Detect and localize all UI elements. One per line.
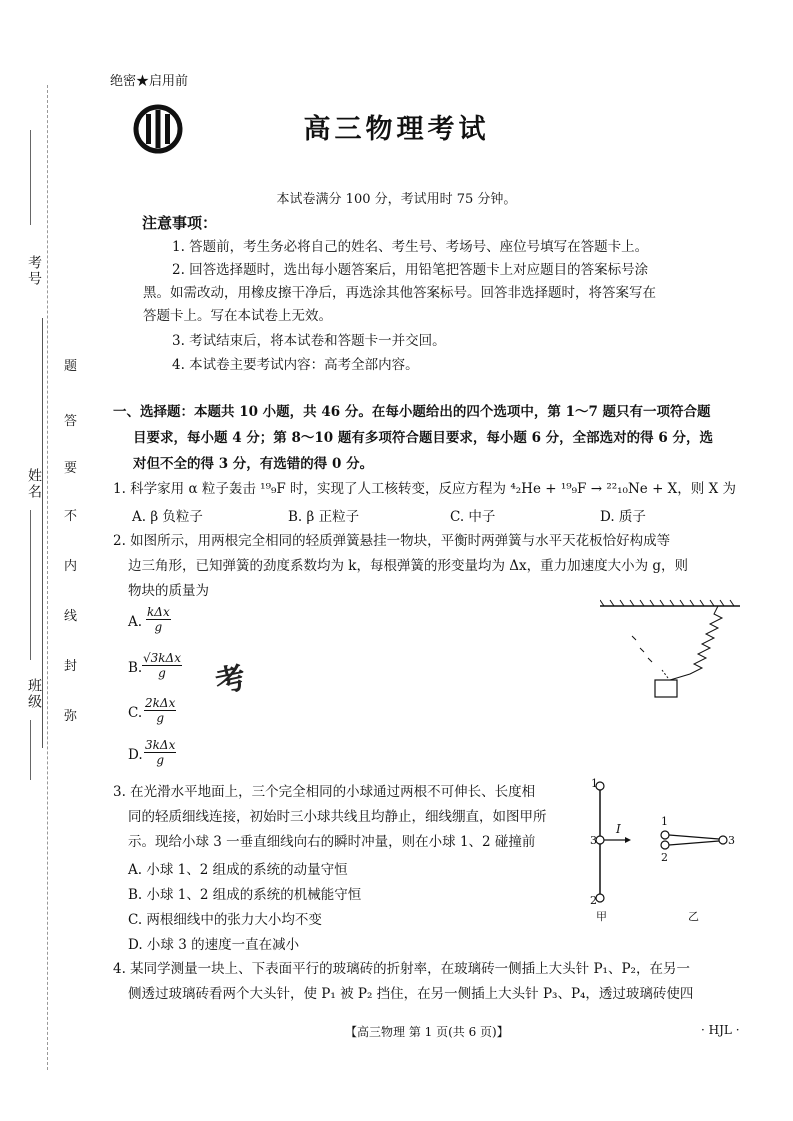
q3-stem: 3. 在光滑水平地面上，三个完全相同的小球通过两根不可伸长、长度相 <box>113 784 536 800</box>
section-heading: 一、选择题：本题共 10 小题，共 46 分。在每小题给出的四个选项中，第 1～7 题只有一项符合题 <box>113 404 711 420</box>
ball-label: 2 <box>661 851 668 864</box>
q2-spring-figure <box>600 598 740 708</box>
q3-option-b: B. 小球 1、2 组成的系统的机械能守恒 <box>128 887 362 903</box>
figure-caption-yi: 乙 <box>688 910 699 923</box>
handwritten-stamp: 考 <box>212 660 250 701</box>
numerator: 3kΔx <box>145 738 176 752</box>
q1-stem: 1. 科学家用 α 粒子轰击 ¹⁹₉F 时，实现了人工核转变，反应方程为 ⁴₂He + ¹⁹₉F → ²²₁₀Ne + X，则 X 为 <box>113 481 736 497</box>
section-heading: 对但不全的得 3 分，有选错的得 0 分。 <box>133 456 374 472</box>
q2-stem: 边三角形，已知弹簧的劲度系数均为 k，每根弹簧的形变量均为 Δx，重力加速度大小为 g，则 <box>128 558 689 574</box>
q1-option-a: A. β 负粒子 <box>132 509 203 525</box>
seal-char: 弥 <box>64 709 78 724</box>
q2-option-c-label: C. <box>128 705 143 721</box>
q3-option-c: C. 两根细线中的张力大小均不变 <box>128 912 322 928</box>
ball-label: 3 <box>590 834 597 847</box>
seal-char: 题 <box>64 359 78 374</box>
q2-option-b-fraction <box>142 651 182 680</box>
seal-char: 要 <box>64 461 78 476</box>
ball-label: 1 <box>591 777 598 790</box>
ball-label: 2 <box>590 894 597 907</box>
denominator: g <box>154 620 163 634</box>
denominator: g <box>156 711 165 725</box>
class-label: 班级 <box>26 678 42 710</box>
name-underline <box>30 510 31 660</box>
q3-option-d: D. 小球 3 的速度一直在减小 <box>128 937 300 953</box>
q3-option-a: A. 小球 1、2 组成的系统的动量守恒 <box>128 862 348 878</box>
page-footer: 【高三物理 第 1 页(共 6 页)】 <box>345 1025 509 1039</box>
seal-char: 不 <box>64 509 78 524</box>
seal-char: 线 <box>64 609 78 624</box>
note-line: 3. 考试结束后，将本试卷和答题卡一并交回。 <box>172 333 446 349</box>
ball-label: 3 <box>728 834 735 847</box>
q3-stem: 同的轻质细线连接，初始时三小球共线且均静止，细线绷直，如图甲所 <box>128 809 547 825</box>
numerator: √3kΔx <box>143 651 181 665</box>
q2-stem: 2. 如图所示，用两根完全相同的轻质弹簧悬挂一物块，平衡时两弹簧与水平天花板恰好构成等 <box>113 533 671 549</box>
q2-option-a-fraction <box>146 605 171 634</box>
notes-heading: 注意事项： <box>142 214 218 232</box>
note-line: 答题卡上。写在本试卷上无效。 <box>143 308 332 324</box>
footer-code: · HJL · <box>701 1023 740 1037</box>
seal-char: 答 <box>64 414 78 429</box>
note-line: 黑。如需改动，用橡皮擦干净后，再选涂其他答案标号。回答非选择题时，将答案写在 <box>143 285 656 301</box>
q4-stem: 侧透过玻璃砖看两个大头针，使 P₁ 被 P₂ 挡住，在另一侧插上大头针 P₃、P₄，透过玻璃砖使四 <box>128 986 694 1002</box>
secret-label: 绝密★启用前 <box>110 74 189 89</box>
q1-option-c: C. 中子 <box>450 509 496 525</box>
margin-dashed-line <box>47 85 48 1070</box>
q2-option-a-label: A. <box>128 614 143 630</box>
numerator: 2kΔx <box>145 696 176 710</box>
name-label: 姓名 <box>26 468 42 500</box>
q2-stem: 物块的质量为 <box>128 583 209 599</box>
q2-option-c-fraction <box>144 696 176 725</box>
impulse-label: I <box>616 822 621 836</box>
q3-stem: 示。现给小球 3 一垂直细线向右的瞬时冲量，则在小球 1、2 碰撞前 <box>128 834 536 850</box>
page-title: 高三物理考试 <box>303 114 490 145</box>
figure-caption-jia: 甲 <box>596 910 607 923</box>
q2-option-d-label: D. <box>128 747 143 763</box>
section-heading: 目要求，每小题 4 分；第 8～10 题有多项符合题目要求，每小题 6 分，全部选对的得 6 分，选 <box>133 430 713 446</box>
note-line: 1. 答题前，考生务必将自己的姓名、考生号、考场号、座位号填写在答题卡上。 <box>172 239 649 255</box>
q1-option-b: B. β 正粒子 <box>288 509 360 525</box>
class-underline <box>30 720 31 780</box>
exam-no-label: 考号 <box>26 255 42 287</box>
ball-label: 1 <box>661 815 668 828</box>
seal-char: 内 <box>64 559 78 574</box>
note-line: 2. 回答选择题时，选出每小题答案后，用铅笔把答题卡上对应题目的答案标号涂 <box>172 262 649 278</box>
seal-char: 封 <box>64 659 78 674</box>
numerator: kΔx <box>147 605 170 619</box>
q2-option-b-label: B. <box>128 660 143 676</box>
note-line: 4. 本试卷主要考试内容：高考全部内容。 <box>172 357 419 373</box>
exam-info: 本试卷满分 100 分，考试用时 75 分钟。 <box>276 192 517 207</box>
q1-option-d: D. 质子 <box>600 509 646 525</box>
denominator: g <box>158 666 166 680</box>
q2-option-d-fraction <box>144 738 176 767</box>
q4-stem: 4. 某同学测量一块上、下表面平行的玻璃砖的折射率，在玻璃砖一侧插上大头针 P₁、P₂，在另一 <box>113 961 690 977</box>
denominator: g <box>156 753 165 767</box>
